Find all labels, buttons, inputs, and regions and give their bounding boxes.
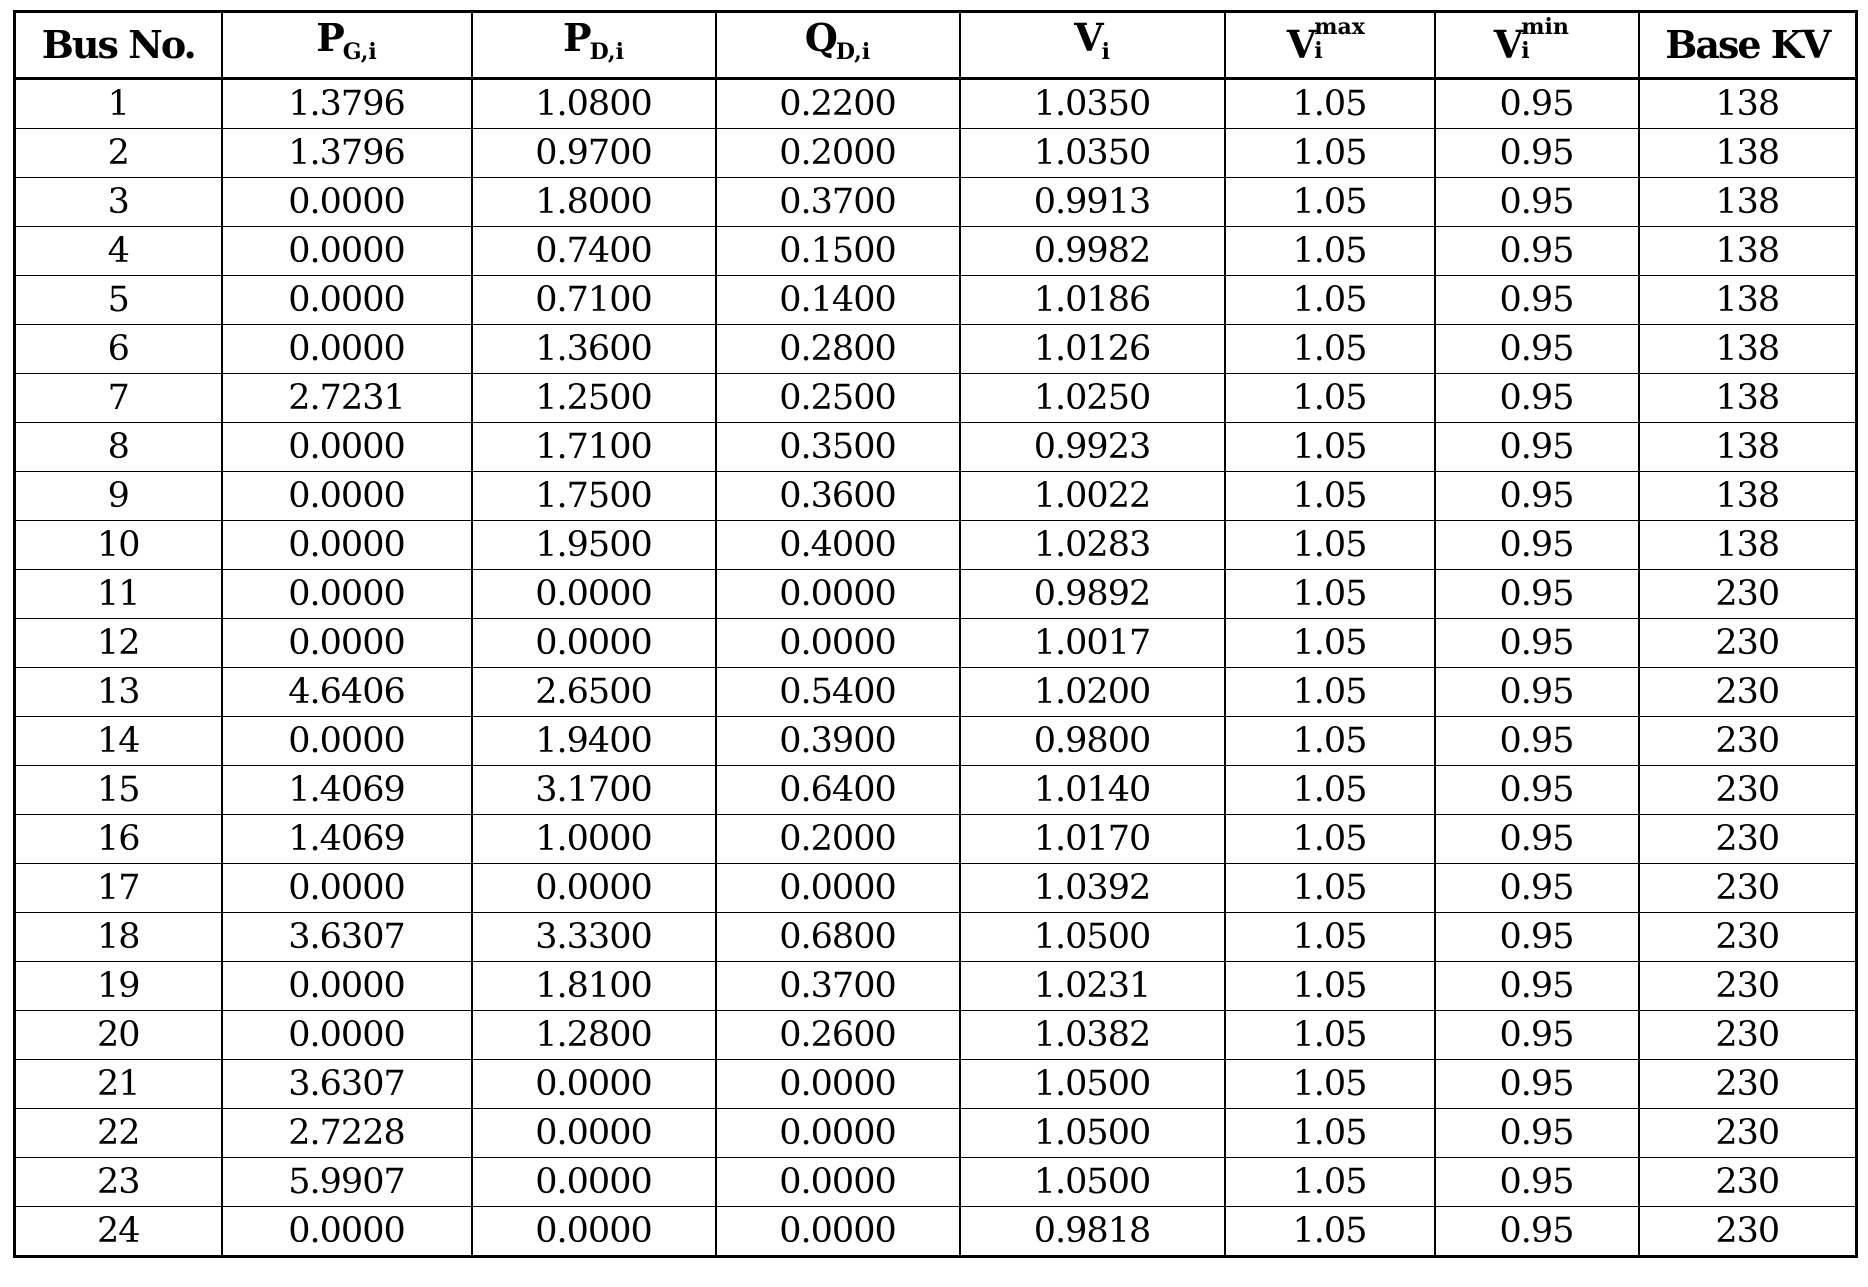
cell-qd: 0.3500: [716, 423, 960, 472]
header-vmin-sub: i: [1521, 38, 1530, 64]
cell-vmax: 1.05: [1225, 913, 1435, 962]
cell-vmin: 0.95: [1435, 325, 1639, 374]
cell-vmin: 0.95: [1435, 1109, 1639, 1158]
cell-pg: 0.0000: [222, 717, 472, 766]
cell-base-kv: 138: [1639, 521, 1857, 570]
header-pg: [222, 12, 472, 79]
cell-vmax: 1.05: [1225, 766, 1435, 815]
cell-v: 1.0017: [960, 619, 1225, 668]
cell-pd: 1.2800: [472, 1011, 716, 1060]
cell-pg: 3.6307: [222, 913, 472, 962]
cell-pd: 0.7400: [472, 227, 716, 276]
cell-vmax: 1.05: [1225, 1011, 1435, 1060]
header-vmax-main: V: [1286, 22, 1315, 67]
table-row: [15, 815, 1857, 864]
cell-base-kv: 138: [1639, 227, 1857, 276]
cell-v: 0.9800: [960, 717, 1225, 766]
cell-pg: 0.0000: [222, 423, 472, 472]
cell-vmin: 0.95: [1435, 1158, 1639, 1207]
cell-v: 0.9923: [960, 423, 1225, 472]
table-row: [15, 521, 1857, 570]
cell-vmax: 1.05: [1225, 1207, 1435, 1257]
cell-v: 0.9818: [960, 1207, 1225, 1257]
cell-pd: 0.9700: [472, 129, 716, 178]
header-base-kv: [1639, 12, 1857, 79]
header-vmin-sup: min: [1521, 14, 1569, 40]
cell-pd: 1.3600: [472, 325, 716, 374]
header-v: [960, 12, 1225, 79]
header-v-sub: i: [1101, 39, 1110, 65]
cell-base-kv: 230: [1639, 619, 1857, 668]
header-v-main: V: [1074, 15, 1102, 60]
cell-vmax: 1.05: [1225, 276, 1435, 325]
cell-v: 1.0350: [960, 129, 1225, 178]
cell-base-kv: 138: [1639, 178, 1857, 227]
header-vmax-sub: i: [1314, 38, 1323, 64]
table-row: [15, 1109, 1857, 1158]
cell-qd: 0.2000: [716, 129, 960, 178]
header-pd-main: P: [563, 15, 590, 60]
cell-qd: 0.0000: [716, 864, 960, 913]
cell-qd: 0.3700: [716, 178, 960, 227]
cell-base-kv: 138: [1639, 423, 1857, 472]
header-vmax: [1225, 12, 1435, 79]
header-bus-no-label: Bus No.: [41, 22, 195, 67]
cell-v: 0.9892: [960, 570, 1225, 619]
table-row: [15, 374, 1857, 423]
cell-pd: 0.0000: [472, 619, 716, 668]
cell-vmax: 1.05: [1225, 815, 1435, 864]
table-row: [15, 129, 1857, 178]
cell-base-kv: 230: [1639, 668, 1857, 717]
cell-vmin: 0.95: [1435, 178, 1639, 227]
cell-qd: 0.2000: [716, 815, 960, 864]
table-row: [15, 1011, 1857, 1060]
table-row: [15, 913, 1857, 962]
table-row: [15, 276, 1857, 325]
cell-base-kv: 230: [1639, 1011, 1857, 1060]
cell-pd: 1.9500: [472, 521, 716, 570]
cell-base-kv: 138: [1639, 325, 1857, 374]
cell-pg: 3.6307: [222, 1060, 472, 1109]
cell-vmin: 0.95: [1435, 129, 1639, 178]
cell-v: 0.9982: [960, 227, 1225, 276]
cell-bus-no: 9: [15, 472, 222, 521]
cell-bus-no: 20: [15, 1011, 222, 1060]
cell-v: 0.9913: [960, 178, 1225, 227]
cell-vmax: 1.05: [1225, 129, 1435, 178]
cell-pd: 1.7500: [472, 472, 716, 521]
cell-pd: 1.9400: [472, 717, 716, 766]
cell-v: 1.0170: [960, 815, 1225, 864]
cell-base-kv: 230: [1639, 1109, 1857, 1158]
cell-bus-no: 22: [15, 1109, 222, 1158]
cell-bus-no: 7: [15, 374, 222, 423]
header-vmin-main: V: [1493, 22, 1522, 67]
cell-vmax: 1.05: [1225, 864, 1435, 913]
cell-base-kv: 230: [1639, 1060, 1857, 1109]
table-row: [15, 423, 1857, 472]
cell-bus-no: 14: [15, 717, 222, 766]
cell-pd: 1.8000: [472, 178, 716, 227]
cell-qd: 0.2800: [716, 325, 960, 374]
header-pg-main: P: [316, 15, 343, 60]
cell-bus-no: 17: [15, 864, 222, 913]
cell-vmax: 1.05: [1225, 1109, 1435, 1158]
header-vmin-scripts: [1521, 14, 1579, 70]
cell-vmin: 0.95: [1435, 668, 1639, 717]
cell-bus-no: 8: [15, 423, 222, 472]
cell-qd: 0.1500: [716, 227, 960, 276]
cell-pd: 0.0000: [472, 1207, 716, 1257]
header-qd-main: Q: [804, 15, 836, 60]
table-row: [15, 178, 1857, 227]
cell-qd: 0.2200: [716, 79, 960, 129]
cell-vmax: 1.05: [1225, 668, 1435, 717]
cell-v: 1.0126: [960, 325, 1225, 374]
table-row: [15, 472, 1857, 521]
cell-pg: 1.3796: [222, 79, 472, 129]
cell-vmax: 1.05: [1225, 619, 1435, 668]
cell-bus-no: 15: [15, 766, 222, 815]
cell-qd: 0.3700: [716, 962, 960, 1011]
cell-pd: 1.2500: [472, 374, 716, 423]
cell-v: 1.0500: [960, 1158, 1225, 1207]
cell-vmax: 1.05: [1225, 178, 1435, 227]
cell-v: 1.0350: [960, 79, 1225, 129]
cell-base-kv: 138: [1639, 374, 1857, 423]
cell-pg: 5.9907: [222, 1158, 472, 1207]
cell-qd: 0.0000: [716, 1158, 960, 1207]
cell-pg: 0.0000: [222, 962, 472, 1011]
cell-v: 1.0283: [960, 521, 1225, 570]
cell-qd: 0.0000: [716, 619, 960, 668]
table-row: [15, 1207, 1857, 1257]
cell-vmax: 1.05: [1225, 79, 1435, 129]
cell-pd: 0.0000: [472, 1109, 716, 1158]
cell-qd: 0.4000: [716, 521, 960, 570]
cell-vmin: 0.95: [1435, 962, 1639, 1011]
cell-bus-no: 18: [15, 913, 222, 962]
cell-pd: 0.0000: [472, 1158, 716, 1207]
cell-pg: 1.4069: [222, 815, 472, 864]
cell-vmax: 1.05: [1225, 423, 1435, 472]
cell-v: 1.0500: [960, 1109, 1225, 1158]
cell-bus-no: 4: [15, 227, 222, 276]
cell-pd: 1.8100: [472, 962, 716, 1011]
cell-vmin: 0.95: [1435, 1011, 1639, 1060]
cell-pd: 3.3300: [472, 913, 716, 962]
header-pd: [472, 12, 716, 79]
cell-base-kv: 230: [1639, 864, 1857, 913]
cell-pd: 0.0000: [472, 864, 716, 913]
cell-vmax: 1.05: [1225, 570, 1435, 619]
table-row: [15, 570, 1857, 619]
table-row: [15, 79, 1857, 129]
cell-vmin: 0.95: [1435, 521, 1639, 570]
table-row: [15, 325, 1857, 374]
cell-qd: 0.3900: [716, 717, 960, 766]
table-body: [15, 79, 1857, 1257]
cell-bus-no: 10: [15, 521, 222, 570]
cell-bus-no: 12: [15, 619, 222, 668]
cell-base-kv: 230: [1639, 962, 1857, 1011]
cell-pg: 0.0000: [222, 325, 472, 374]
table-header-row: [15, 12, 1857, 79]
cell-vmin: 0.95: [1435, 864, 1639, 913]
cell-pg: 1.4069: [222, 766, 472, 815]
cell-pg: 0.0000: [222, 227, 472, 276]
cell-base-kv: 138: [1639, 276, 1857, 325]
cell-base-kv: 138: [1639, 79, 1857, 129]
cell-pd: 3.1700: [472, 766, 716, 815]
cell-pd: 0.0000: [472, 570, 716, 619]
cell-vmax: 1.05: [1225, 374, 1435, 423]
cell-bus-no: 6: [15, 325, 222, 374]
cell-bus-no: 19: [15, 962, 222, 1011]
cell-pg: 0.0000: [222, 521, 472, 570]
cell-vmin: 0.95: [1435, 570, 1639, 619]
cell-bus-no: 3: [15, 178, 222, 227]
cell-vmin: 0.95: [1435, 619, 1639, 668]
table-row: [15, 717, 1857, 766]
cell-pg: 0.0000: [222, 619, 472, 668]
cell-pd: 1.0000: [472, 815, 716, 864]
cell-base-kv: 230: [1639, 766, 1857, 815]
cell-vmin: 0.95: [1435, 815, 1639, 864]
cell-v: 1.0500: [960, 913, 1225, 962]
header-vmin: [1435, 12, 1639, 79]
cell-vmin: 0.95: [1435, 717, 1639, 766]
cell-bus-no: 24: [15, 1207, 222, 1257]
cell-vmin: 0.95: [1435, 1207, 1639, 1257]
cell-pd: 2.6500: [472, 668, 716, 717]
cell-bus-no: 11: [15, 570, 222, 619]
cell-pg: 0.0000: [222, 276, 472, 325]
cell-pd: 1.0800: [472, 79, 716, 129]
cell-base-kv: 138: [1639, 472, 1857, 521]
cell-pd: 1.7100: [472, 423, 716, 472]
cell-base-kv: 230: [1639, 1207, 1857, 1257]
table-row: [15, 766, 1857, 815]
cell-vmax: 1.05: [1225, 325, 1435, 374]
cell-vmin: 0.95: [1435, 374, 1639, 423]
bus-data-table: [13, 10, 1858, 1258]
cell-vmin: 0.95: [1435, 913, 1639, 962]
cell-pg: 0.0000: [222, 570, 472, 619]
cell-pg: 0.0000: [222, 864, 472, 913]
cell-vmin: 0.95: [1435, 423, 1639, 472]
cell-vmax: 1.05: [1225, 1060, 1435, 1109]
table-row: [15, 1158, 1857, 1207]
cell-v: 1.0231: [960, 962, 1225, 1011]
cell-qd: 0.1400: [716, 276, 960, 325]
cell-v: 1.0186: [960, 276, 1225, 325]
cell-pg: 0.0000: [222, 1207, 472, 1257]
cell-vmax: 1.05: [1225, 962, 1435, 1011]
header-vmax-scripts: [1314, 14, 1372, 70]
cell-base-kv: 230: [1639, 717, 1857, 766]
cell-vmin: 0.95: [1435, 472, 1639, 521]
table-row: [15, 668, 1857, 717]
cell-vmin: 0.95: [1435, 79, 1639, 129]
cell-v: 1.0500: [960, 1060, 1225, 1109]
cell-qd: 0.6800: [716, 913, 960, 962]
header-qd-sub: D,i: [835, 39, 871, 65]
cell-base-kv: 230: [1639, 815, 1857, 864]
cell-v: 1.0140: [960, 766, 1225, 815]
cell-qd: 0.2500: [716, 374, 960, 423]
cell-pg: 2.7231: [222, 374, 472, 423]
header-vmax-sup: max: [1314, 14, 1365, 40]
cell-vmax: 1.05: [1225, 472, 1435, 521]
table-row: [15, 1060, 1857, 1109]
cell-v: 1.0200: [960, 668, 1225, 717]
table-row: [15, 864, 1857, 913]
cell-qd: 0.0000: [716, 570, 960, 619]
cell-vmin: 0.95: [1435, 766, 1639, 815]
cell-pg: 0.0000: [222, 178, 472, 227]
cell-v: 1.0022: [960, 472, 1225, 521]
cell-base-kv: 230: [1639, 913, 1857, 962]
cell-pg: 4.6406: [222, 668, 472, 717]
cell-qd: 0.2600: [716, 1011, 960, 1060]
cell-base-kv: 230: [1639, 570, 1857, 619]
cell-qd: 0.0000: [716, 1109, 960, 1158]
cell-pg: 0.0000: [222, 472, 472, 521]
cell-vmax: 1.05: [1225, 717, 1435, 766]
cell-qd: 0.0000: [716, 1060, 960, 1109]
cell-vmax: 1.05: [1225, 521, 1435, 570]
cell-base-kv: 230: [1639, 1158, 1857, 1207]
cell-bus-no: 16: [15, 815, 222, 864]
header-qd: [716, 12, 960, 79]
header-pd-sub: D,i: [589, 39, 624, 65]
table-row: [15, 619, 1857, 668]
cell-bus-no: 5: [15, 276, 222, 325]
cell-bus-no: 23: [15, 1158, 222, 1207]
header-base-kv-label: Base KV: [1665, 22, 1830, 67]
cell-bus-no: 1: [15, 79, 222, 129]
cell-bus-no: 2: [15, 129, 222, 178]
cell-pg: 2.7228: [222, 1109, 472, 1158]
cell-vmin: 0.95: [1435, 1060, 1639, 1109]
header-bus-no: [15, 12, 222, 79]
cell-pd: 0.7100: [472, 276, 716, 325]
cell-pg: 1.3796: [222, 129, 472, 178]
cell-qd: 0.6400: [716, 766, 960, 815]
cell-base-kv: 138: [1639, 129, 1857, 178]
cell-pd: 0.0000: [472, 1060, 716, 1109]
cell-vmin: 0.95: [1435, 227, 1639, 276]
table-row: [15, 227, 1857, 276]
cell-qd: 0.3600: [716, 472, 960, 521]
cell-v: 1.0382: [960, 1011, 1225, 1060]
cell-bus-no: 21: [15, 1060, 222, 1109]
cell-vmax: 1.05: [1225, 227, 1435, 276]
cell-vmin: 0.95: [1435, 276, 1639, 325]
cell-v: 1.0250: [960, 374, 1225, 423]
table-row: [15, 962, 1857, 1011]
cell-v: 1.0392: [960, 864, 1225, 913]
cell-vmax: 1.05: [1225, 1158, 1435, 1207]
cell-bus-no: 13: [15, 668, 222, 717]
cell-pg: 0.0000: [222, 1011, 472, 1060]
cell-qd: 0.0000: [716, 1207, 960, 1257]
cell-qd: 0.5400: [716, 668, 960, 717]
header-pg-sub: G,i: [342, 39, 377, 65]
